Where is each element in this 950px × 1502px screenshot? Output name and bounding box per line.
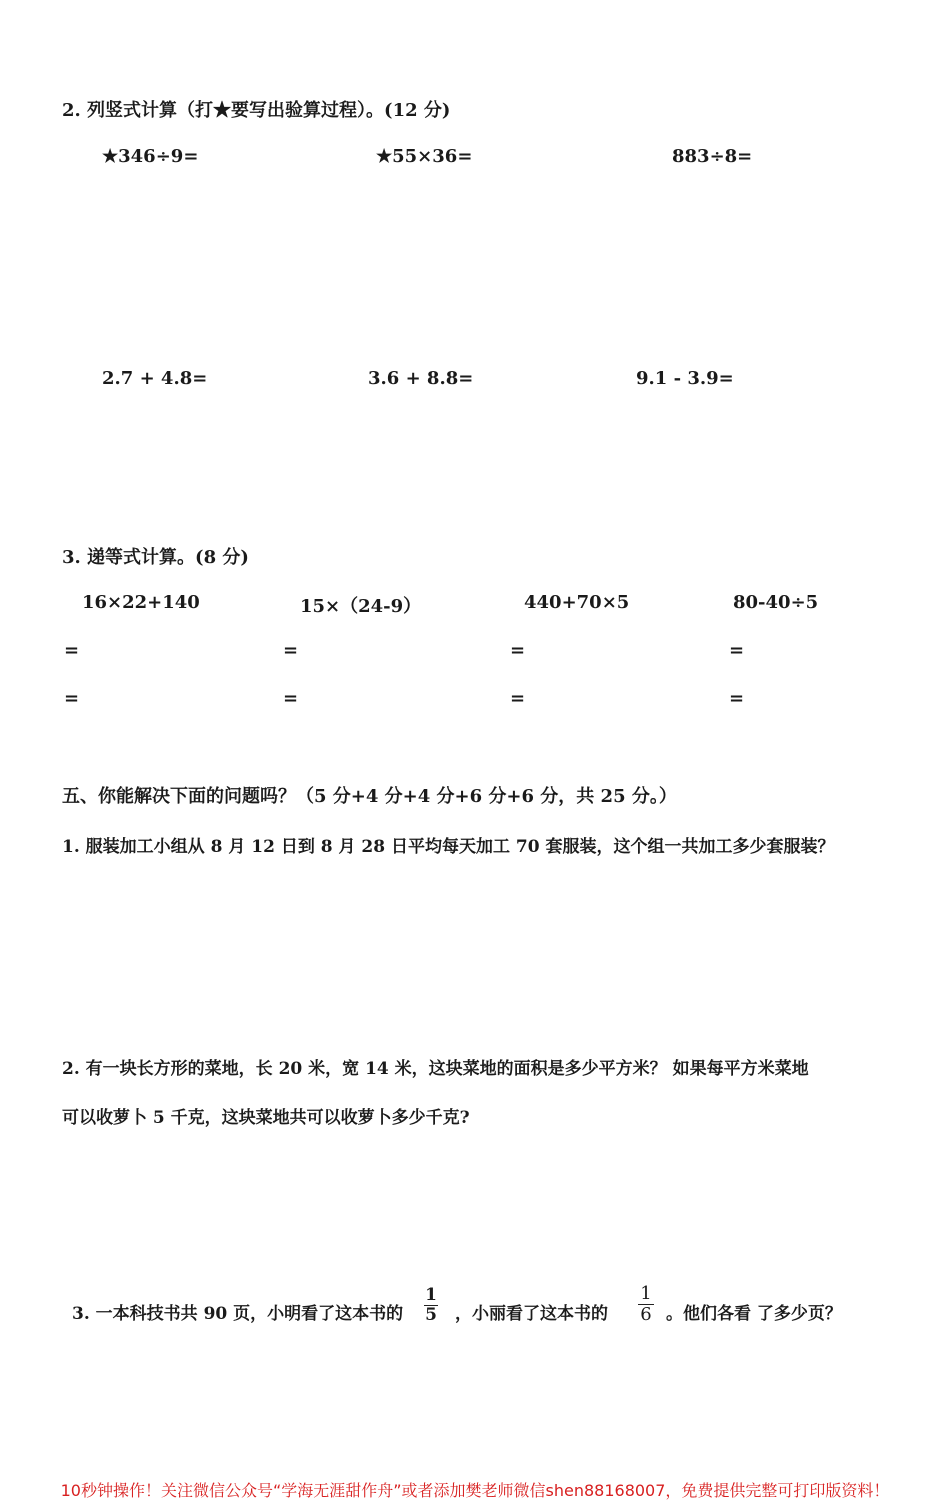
equals-sign: = xyxy=(283,688,299,709)
vertical-calc-1: ★346÷9= xyxy=(102,146,199,167)
word-problem-1: 1. 服装加工小组从 8 月 12 日到 8 月 28 日平均每天加工 70 套服装，这个组一共加工多少套服装？ xyxy=(62,837,835,857)
word-problem-2-line1: 2. 有一块长方形的菜地，长 20 米，宽 14 米，这块菜地的面积是多少平方米？ 如果每平方米菜地 xyxy=(62,1059,809,1079)
stepwise-expr-1: 16×22+140 xyxy=(82,592,200,613)
fraction-denominator: 6 xyxy=(640,1304,652,1325)
equals-sign: = xyxy=(64,640,80,661)
stepwise-expr-3: 440+70×5 xyxy=(524,592,630,613)
q2-heading: 2. 列竖式计算（打★要写出验算过程）。(12 分) xyxy=(62,100,451,121)
equals-sign: = xyxy=(729,640,745,661)
equals-sign: = xyxy=(510,688,526,709)
equals-sign: = xyxy=(729,688,745,709)
footer-promo: 10秒钟操作！关注微信公众号“学海无涯甜作舟”或者添加樊老师微信shen88168007，免费提供完整可打印版资料！ xyxy=(60,1481,890,1500)
word-problem-3-part1: 3. 一本科技书共 90 页，小明看了这本书的 xyxy=(72,1304,404,1324)
vertical-calc-3: 883÷8= xyxy=(672,146,753,167)
equals-sign: = xyxy=(283,640,299,661)
stepwise-expr-4: 80-40÷5 xyxy=(733,592,819,613)
vertical-calc-5: 3.6 + 8.8= xyxy=(368,368,474,389)
word-problem-3-part2: ，小丽看了这本书的 xyxy=(455,1304,608,1324)
fraction-denominator: 5 xyxy=(425,1305,437,1325)
fraction-numerator: 1 xyxy=(640,1283,652,1304)
fraction-one-sixth xyxy=(638,1285,654,1324)
word-problem-2-line2: 可以收萝卜 5 千克，这块菜地共可以收萝卜多少千克? xyxy=(62,1108,470,1128)
equals-sign: = xyxy=(510,640,526,661)
vertical-calc-6: 9.1 - 3.9= xyxy=(636,368,734,389)
equals-sign: = xyxy=(64,688,80,709)
fraction-numerator: 1 xyxy=(425,1285,437,1305)
section5-heading: 五、你能解决下面的问题吗？（5 分+4 分+4 分+6 分+6 分，共 25 分。） xyxy=(62,786,677,807)
word-problem-3-part3: 。他们各看 了多少页？ xyxy=(666,1304,842,1324)
vertical-calc-4: 2.7 + 4.8= xyxy=(102,368,208,389)
stepwise-expr-2: 15×（24-9） xyxy=(300,596,422,617)
q3-heading: 3. 递等式计算。(8 分) xyxy=(62,547,249,568)
fraction-one-fifth xyxy=(424,1287,438,1324)
vertical-calc-2: ★55×36= xyxy=(376,146,473,167)
